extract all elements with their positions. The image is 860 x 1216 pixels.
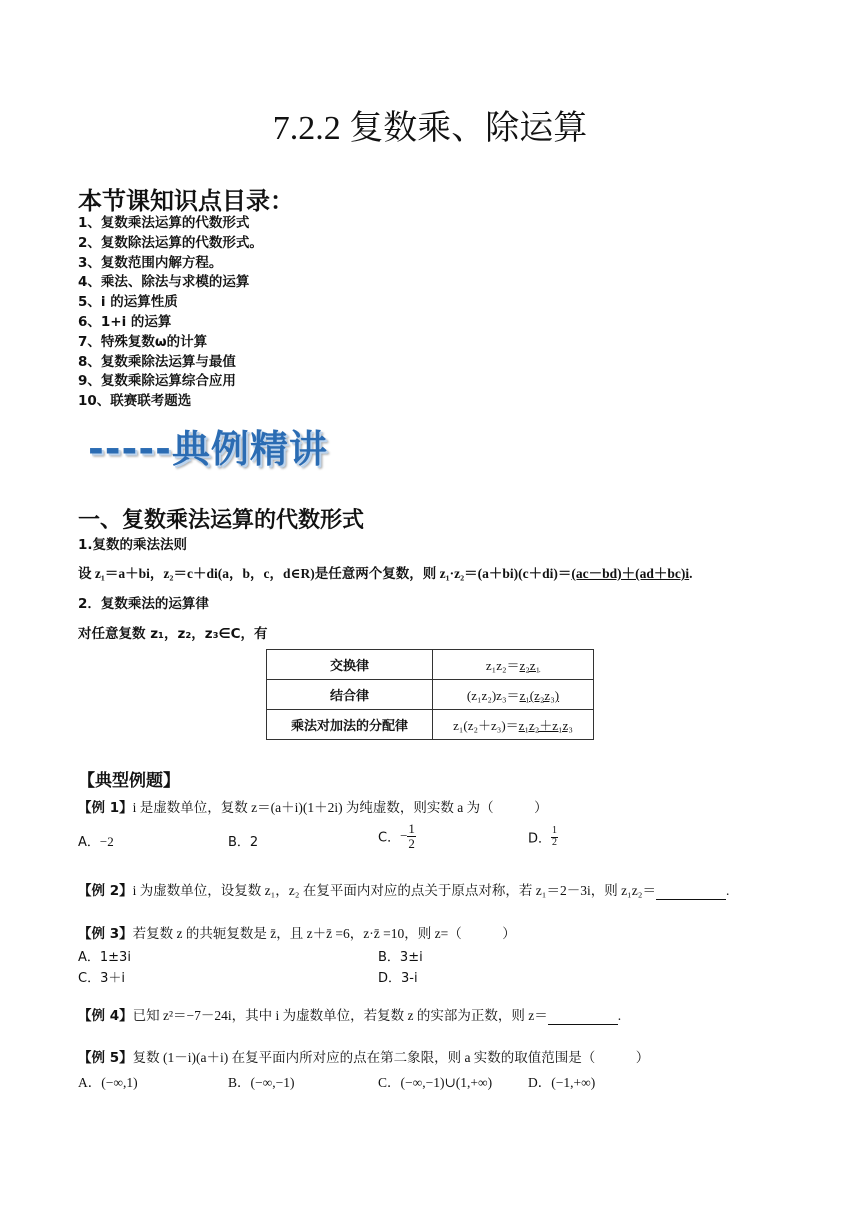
toc-item: 6、1+i 的运算 bbox=[78, 313, 172, 330]
option-label: D． bbox=[528, 831, 552, 847]
example-tag: 【例 2】 bbox=[78, 883, 133, 899]
example-tag: 【例 5】 bbox=[78, 1050, 133, 1066]
toc-item: 7、特殊复数ω的计算 bbox=[78, 333, 208, 350]
option-d: D．(−1,+∞) bbox=[528, 1075, 596, 1090]
law-formula bbox=[433, 680, 594, 710]
example-2-question bbox=[78, 879, 729, 900]
example-5-question bbox=[78, 1046, 649, 1066]
rule-end: . bbox=[689, 566, 693, 581]
law-name: 交换律 bbox=[267, 650, 433, 680]
fraction-numerator: 1 bbox=[552, 825, 558, 836]
rule-result: (ac－bd)＋(ad＋bc)i bbox=[571, 566, 690, 581]
formula-rhs: z₁z₂＋z₁z₃ bbox=[518, 718, 573, 733]
example-text: 已知 z²＝−7－24i，其中 i 为虚数单位，若复数 z 的实部为正数，则 z＝ bbox=[132, 1008, 548, 1023]
example-1-question bbox=[78, 796, 548, 816]
fraction-denominator: 2 bbox=[408, 835, 415, 851]
option-a: A．1±3i bbox=[78, 950, 131, 965]
formula-rhs: z₂z₁ bbox=[519, 658, 541, 673]
example-text: 复数 (1－i)(a＋i) 在复平面内所对应的点在第二象限，则 a 实数的取值范围是（ ） bbox=[132, 1050, 650, 1065]
formula-rhs: z₁(z₂z₃) bbox=[519, 688, 560, 703]
answer-blank bbox=[656, 883, 726, 900]
option-value: 2 bbox=[249, 835, 259, 850]
option-c: C．3＋i bbox=[78, 971, 125, 986]
example-end: . bbox=[725, 883, 730, 898]
option-b: B．3±i bbox=[378, 950, 423, 965]
answer-blank bbox=[548, 1008, 618, 1025]
option-a: A．(−∞,1) bbox=[78, 1075, 138, 1090]
option-d: D．3-i bbox=[378, 971, 418, 986]
toc-item: 5、i 的运算性质 bbox=[78, 294, 178, 311]
formula-lhs: z₁z₂＝ bbox=[485, 658, 520, 673]
option-sign: − bbox=[400, 828, 408, 844]
laws-intro: 对任意复数 z₁，z₂，z₃∈C，有 bbox=[78, 626, 268, 642]
table-row bbox=[267, 650, 594, 680]
fraction-numerator: 1 bbox=[408, 821, 415, 836]
option-b bbox=[228, 831, 258, 850]
toc-item: 9、复数乘除运算综合应用 bbox=[78, 373, 236, 390]
rule-text: 设 z₁＝a＋bi，z₂＝c＋di(a，b，c，d∈R)是任意两个复数，则 z₁·z₂＝(a＋bi)(c＋di)＝ bbox=[78, 566, 572, 581]
example-tag: 【例 3】 bbox=[78, 926, 133, 942]
page-title: 7.2.2 复数乘、除运算 bbox=[272, 110, 588, 147]
option-a bbox=[78, 831, 114, 850]
option-c bbox=[378, 822, 416, 850]
laws-table bbox=[266, 649, 594, 740]
example-4-question bbox=[78, 1004, 621, 1025]
toc-list bbox=[78, 214, 263, 412]
law-name: 结合律 bbox=[267, 680, 433, 710]
example-tag: 【例 4】 bbox=[78, 1008, 133, 1024]
multiplication-rule bbox=[78, 562, 693, 582]
fraction-denominator: 2 bbox=[552, 836, 558, 848]
fraction bbox=[407, 822, 416, 850]
subheading-multiplication-rule: 1.复数的乘法法则 bbox=[78, 537, 188, 553]
formula-lhs: (z₁z₂)z₃＝ bbox=[466, 688, 520, 703]
example-text: i 是虚数单位，复数 z＝(a＋i)(1＋2i) 为纯虚数，则实数 a 为（ ） bbox=[132, 800, 548, 815]
option-d bbox=[528, 826, 558, 848]
section-banner: -----典例精讲 bbox=[88, 427, 328, 471]
toc-item: 10、联赛联考题选 bbox=[78, 393, 192, 410]
option-c: C．(−∞,−1)∪(1,+∞) bbox=[378, 1075, 493, 1090]
option-label: B． bbox=[228, 835, 250, 850]
toc-item: 2、复数除法运算的代数形式。 bbox=[78, 234, 263, 251]
law-name: 乘法对加法的分配律 bbox=[267, 710, 433, 740]
toc-item: 8、复数乘除法运算与最值 bbox=[78, 353, 236, 370]
example-tag: 【例 1】 bbox=[78, 800, 133, 816]
example-text: 若复数 z 的共轭复数是 z̄，且 z＋z̄ =6，z·z̄ =10，则 z=（ ） bbox=[132, 926, 516, 941]
example-3-question bbox=[78, 922, 516, 942]
law-formula bbox=[433, 650, 594, 680]
example-text: i 为虚数单位，设复数 z₁，z₂ 在复平面内对应的点关于原点对称，若 z₁＝2－3i，则 z₁z₂＝ bbox=[132, 883, 656, 898]
subheading-laws: 2．复数乘法的运算律 bbox=[78, 596, 209, 612]
option-b: B．(−∞,−1) bbox=[228, 1075, 295, 1090]
examples-heading: 【典型例题】 bbox=[78, 771, 180, 791]
example-end: . bbox=[617, 1008, 622, 1023]
fraction bbox=[551, 826, 558, 848]
toc-item: 3、复数范围内解方程。 bbox=[78, 254, 223, 271]
toc-heading: 本节课知识点目录： bbox=[78, 187, 294, 215]
option-label: A． bbox=[78, 835, 100, 850]
table-row bbox=[267, 680, 594, 710]
toc-item: 1、复数乘法运算的代数形式 bbox=[78, 215, 250, 231]
toc-item: 4、乘法、除法与求模的运算 bbox=[78, 274, 250, 291]
formula-lhs: z₁(z₂＋z₃)＝ bbox=[453, 718, 519, 733]
option-value: −2 bbox=[99, 834, 114, 849]
option-label: C． bbox=[378, 830, 401, 846]
section-heading: 一、复数乘法运算的代数形式 bbox=[78, 508, 365, 533]
law-formula bbox=[433, 710, 594, 740]
table-row bbox=[267, 710, 594, 740]
